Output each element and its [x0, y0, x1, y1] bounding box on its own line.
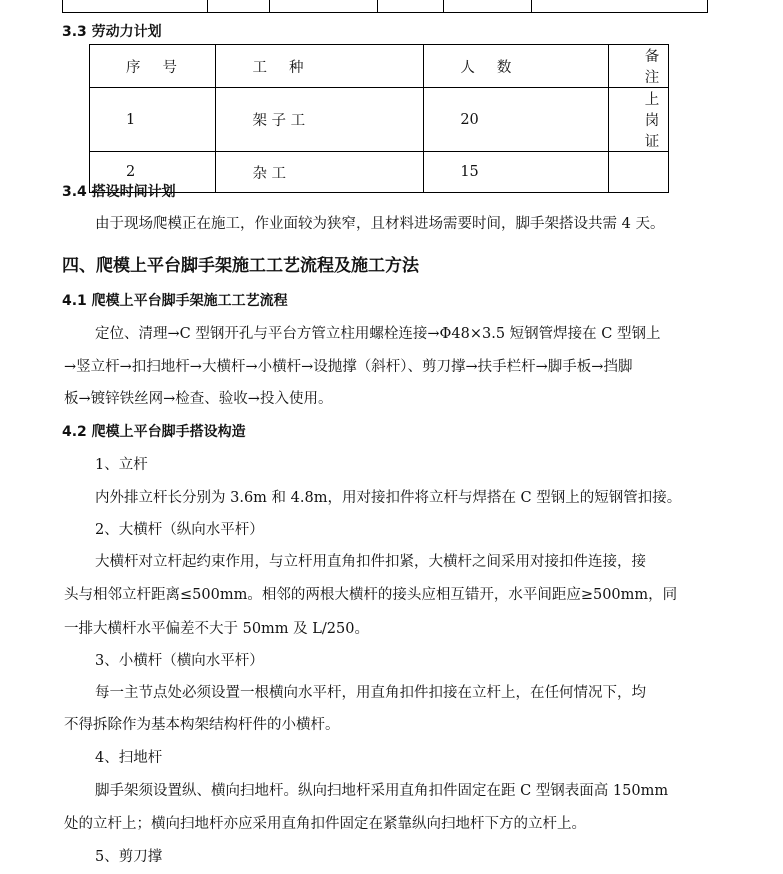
table-cell: 2 — [90, 152, 216, 193]
section-4-2-heading: 4.2 爬模上平台脚手搭设构造 — [62, 424, 246, 440]
section-3-4-text: 由于现场爬模正在施工，作业面较为狭窄，且材料进场需要时间，脚手架搭设共需 4 天。 — [95, 216, 665, 232]
item-text: 脚手架须设置纵、横向扫地杆。纵向扫地杆采用直角扣件固定在距 C 型钢表面高 150mm — [95, 783, 669, 799]
item-title: 2、大横杆（纵向水平杆） — [95, 522, 264, 538]
header-cell: 工 种 — [216, 45, 424, 88]
item-title: 3、小横杆（横向水平杆） — [95, 653, 264, 669]
item-text: 内外排立杆长分别为 3.6m 和 4.8m，用对接扣件将立杆与焊搭在 C 型钢上的短钢管扣接。 — [95, 490, 682, 506]
table-cell: 20 — [424, 88, 608, 152]
process-line: 板→镀锌铁丝网→检查、验收→投入使用。 — [64, 391, 333, 407]
table-header-row — [90, 45, 669, 88]
item-title: 4、扫地杆 — [95, 750, 163, 766]
table-cell — [608, 152, 668, 193]
item-text: 处的立杆上；横向扫地杆亦应采用直角扣件固定在紧靠纵向扫地杆下方的立杆上。 — [64, 816, 586, 832]
item-text: 不得拆除作为基本构架结构杆件的小横杆。 — [64, 717, 340, 733]
chapter-4-heading: 四、爬模上平台脚手架施工工艺流程及施工方法 — [62, 256, 419, 276]
table-cell: 架 子 工 — [216, 88, 424, 152]
table-row — [90, 152, 669, 193]
labor-plan-table — [89, 44, 669, 193]
section-4-1-heading: 4.1 爬模上平台脚手架施工工艺流程 — [62, 293, 288, 309]
table-cell: 上 岗 证 — [608, 88, 668, 152]
item-title: 5、剪刀撑 — [95, 849, 163, 865]
header-cell: 备 注 — [608, 45, 668, 88]
item-text: 大横杆对立杆起约束作用，与立杆用直角扣件扣紧，大横杆之间采用对接扣件连接，接 — [95, 554, 646, 570]
item-text: 一排大横杆水平偏差不大于 50mm 及 L/250。 — [64, 621, 369, 637]
header-cell: 序 号 — [90, 45, 216, 88]
item-text: 头与相邻立杆距离≤500mm。相邻的两根大横杆的接头应相互错开，水平间距应≥500mm，同 — [64, 587, 678, 603]
table-cell: 15 — [424, 152, 608, 193]
table-row — [90, 88, 669, 152]
item-title: 1、立杆 — [95, 457, 148, 473]
process-line: →竖立杆→扣扫地杆→大横杆→小横杆→设抛撑（斜杆）、剪刀撑→扶手栏杆→脚手板→挡脚 — [64, 359, 633, 375]
process-line: 定位、清理→C 型钢开孔与平台方管立柱用螺栓连接→Φ48×3.5 短钢管焊接在 C 型钢上 — [95, 326, 661, 342]
table-cell: 杂 工 — [216, 152, 424, 193]
item-text: 每一主节点处必须设置一根横向水平杆，用直角扣件扣接在立杆上，在任何情况下，均 — [95, 685, 646, 701]
section-3-4-heading: 3.4 搭设时间计划 — [62, 184, 176, 200]
header-cell: 人 数 — [424, 45, 608, 88]
previous-table-fragment — [62, 0, 708, 13]
table-cell: 1 — [90, 88, 216, 152]
section-3-3-heading: 3.3 劳动力计划 — [62, 24, 162, 40]
